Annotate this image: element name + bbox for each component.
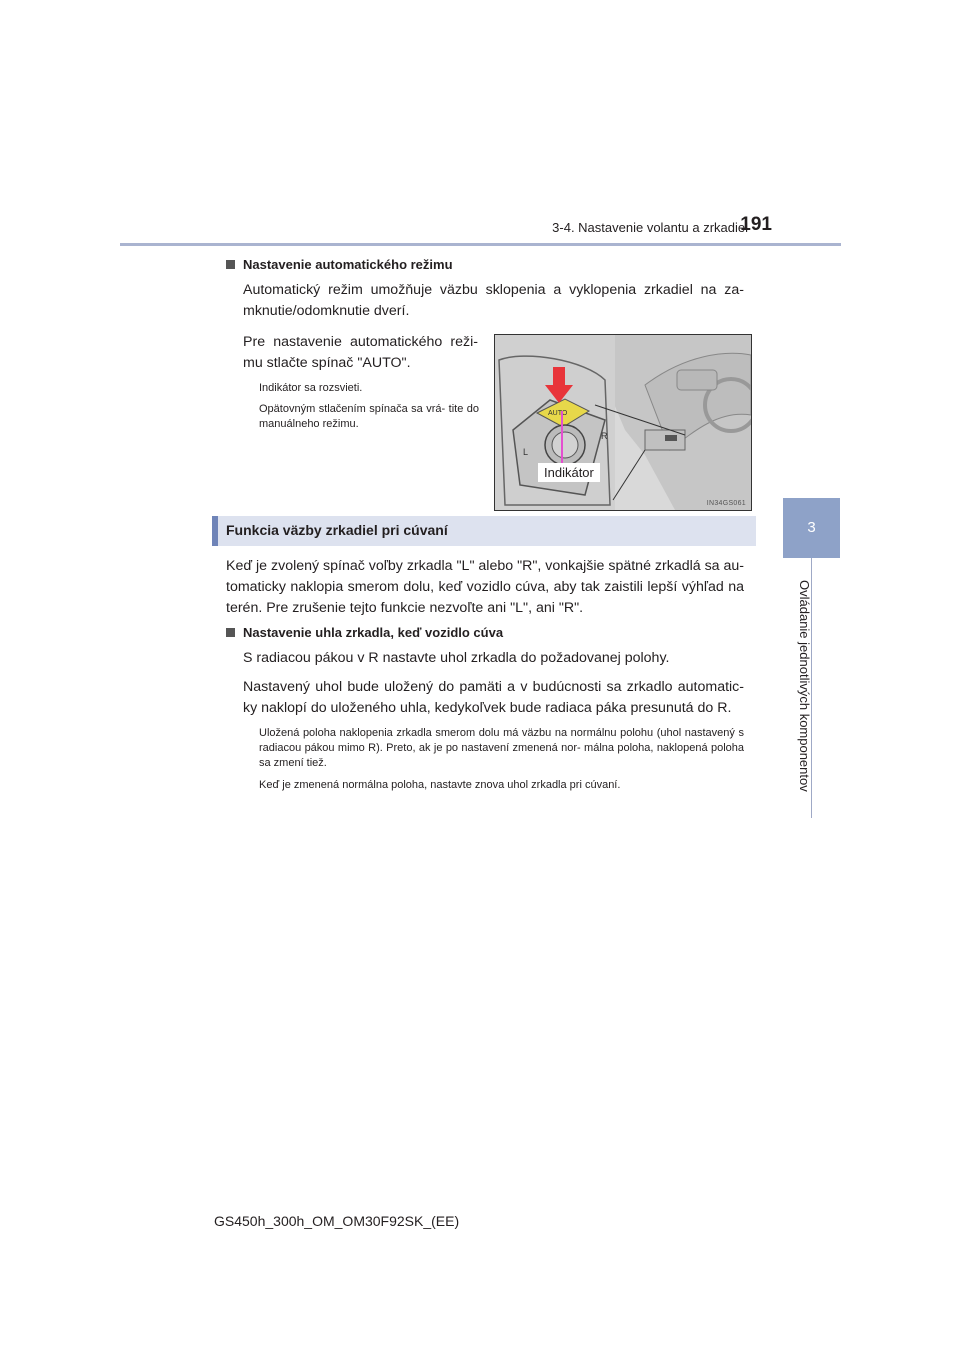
mirror-switch-figure bbox=[494, 334, 752, 511]
figure-code: IN34GS061 bbox=[706, 500, 746, 507]
chapter-number: 3 bbox=[807, 519, 816, 536]
left-switch-label: L bbox=[523, 447, 529, 457]
auto-button-label: AUTO bbox=[548, 410, 568, 417]
section-title: Funkcia väzby zrkadiel pri cúvaní bbox=[226, 522, 448, 538]
header-rule bbox=[120, 243, 841, 246]
reverse-sub-heading: Nastavenie uhla zrkadla, keď vozidlo cúva bbox=[226, 625, 503, 640]
auto-mode-heading: Nastavenie automatického režimu bbox=[226, 257, 453, 272]
auto-mode-note-1: Indikátor sa rozsvieti. bbox=[259, 382, 363, 394]
indicator-label: Indikátor bbox=[538, 463, 600, 482]
reverse-paragraph-2: Nastavený uhol bude uložený do pamäti a v budúcnosti sa zrkadlo automatic- ky naklopí do uloženého uhla, kedykoľvek bude radiaca páka presunutá do R. bbox=[243, 679, 744, 716]
reverse-body: Keď je zvolený spínač voľby zrkadla "L" alebo "R", vonkajšie spätné zrkadlá sa au- tomaticky naklopia smerom dolu, keď vozidlo cúva, aby tak zaistili lepší výhľad na terén. Pre zrušenie tejto funkcie nezvoľte ani "L", ani "R". bbox=[226, 558, 745, 616]
reverse-note-2: Keď je zmenená normálna poloha, nastavte znova uhol zrkadla pri cúvaní. bbox=[259, 779, 621, 791]
document-code: GS450h_300h_OM_OM30F92SK_(EE) bbox=[214, 1213, 460, 1229]
bullet-square-icon bbox=[226, 260, 235, 269]
auto-mode-note-2: Opätovným stlačením spínača sa vrá- tite do manuálneho režimu. bbox=[259, 403, 479, 430]
auto-mode-intro: Automatický režim umožňuje väzbu sklopenia a vyklopenia zrkadiel na za- mknutie/odomknutie dverí. bbox=[243, 282, 744, 319]
right-switch-label: R bbox=[601, 431, 608, 441]
mirror-switch-illustration bbox=[495, 335, 751, 510]
reverse-paragraph-1: S radiacou pákou v R nastavte uhol zrkadla do požadovanej polohy. bbox=[243, 650, 670, 666]
reverse-note-1: Uložená poloha naklopenia zrkadla smerom dolu má väzbu na normálnu polohu (uhol nastavený s radiacou pákou mimo R). Preto, ak je po nastavení zmenená nor- málna poloha, naklopená poloha sa zmení tiež. bbox=[259, 727, 744, 769]
page-number: 191 bbox=[740, 214, 772, 235]
bullet-square-icon bbox=[226, 628, 235, 637]
auto-mode-instruction: Pre nastavenie automatického reži- mu stlačte spínač "AUTO". bbox=[243, 334, 478, 371]
chapter-title: Ovládanie jednotlivých komponentov bbox=[797, 580, 812, 792]
section-title-bar bbox=[212, 516, 756, 546]
header-section-title: 3-4. Nastavenie volantu a zrkadiel bbox=[552, 220, 748, 235]
